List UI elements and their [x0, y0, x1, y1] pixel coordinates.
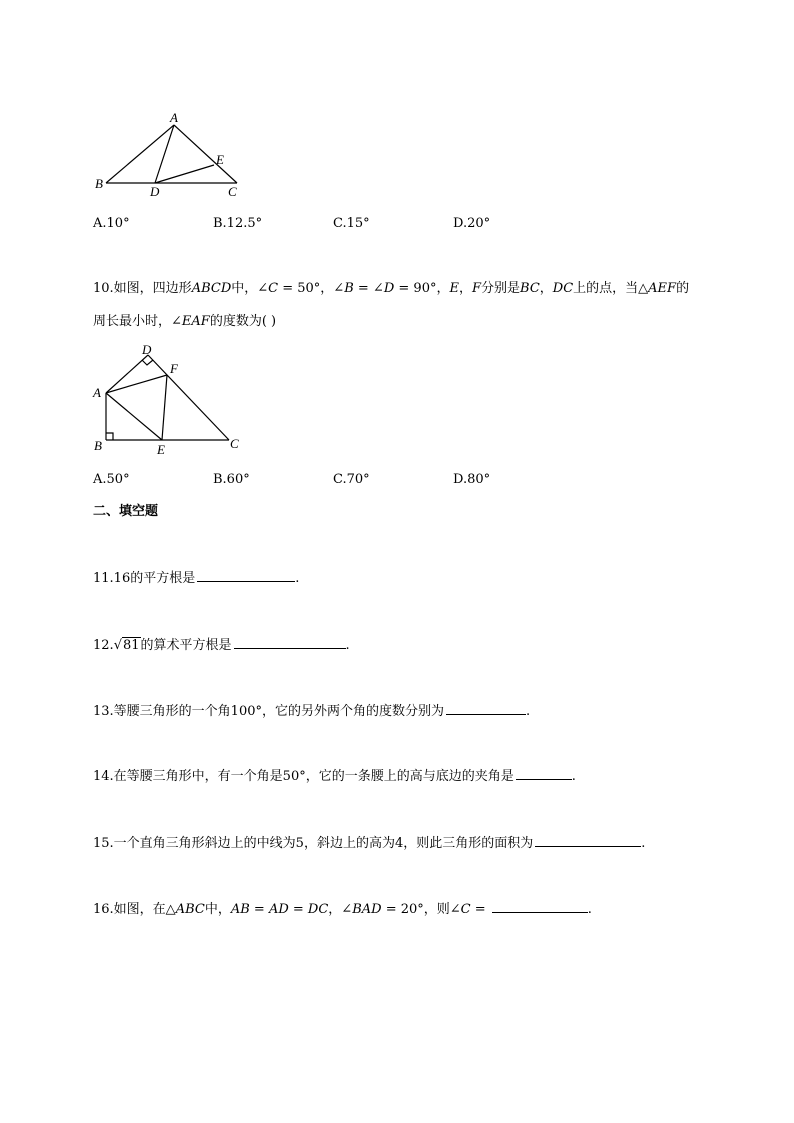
q14-answer-blank[interactable]: [516, 765, 572, 780]
q9-label-E: E: [216, 152, 224, 167]
q9-label-C: C: [228, 184, 237, 199]
q10-line2: 周长最小时，∠EAF的度数为( ): [93, 314, 277, 329]
q13-answer-blank[interactable]: [446, 700, 526, 715]
q9-label-B: B: [95, 176, 103, 191]
q9-segment-DE: [155, 165, 214, 183]
q9-label-A: A: [170, 110, 178, 125]
q15: 15.一个直角三角形斜边上的中线为5，斜边上的高为4，则此三角形的面积为 .: [93, 832, 645, 854]
q9-label-D: D: [150, 184, 160, 199]
q15-answer-blank[interactable]: [535, 832, 641, 847]
q10-label-A: A: [93, 385, 101, 400]
q14: 14.在等腰三角形中，有一个角是50°，它的一条腰上的高与底边的夹角是 .: [93, 765, 576, 787]
q11: 11.16的平方根是 .: [93, 567, 299, 589]
q10-option-c: C.70°: [333, 472, 370, 487]
sqrt-symbol: √81: [113, 638, 140, 653]
q10-label-C: C: [230, 436, 239, 451]
q16-answer-blank[interactable]: [492, 898, 588, 913]
q10-label-F: F: [170, 361, 178, 376]
q10-label-B: B: [94, 438, 102, 453]
q10-option-b: B.60°: [213, 472, 250, 487]
q10-segment-AE: [106, 393, 162, 440]
q9-figure: [90, 110, 250, 200]
q10-right-angle-D: [142, 360, 153, 365]
q12: 12.√81的算术平方根是 .: [93, 634, 350, 656]
q9-option-c: C.15°: [333, 216, 370, 231]
q12-answer-blank[interactable]: [234, 634, 346, 649]
q10-label-D: D: [142, 342, 152, 357]
q9-option-a: A.10°: [93, 216, 130, 231]
q10-option-a: A.50°: [93, 472, 130, 487]
q9-option-b: B.12.5°: [213, 216, 263, 231]
q10-segment-DC: [148, 355, 229, 440]
q9-segment-AB: [106, 125, 174, 183]
q10-label-E: E: [157, 442, 165, 457]
q11-answer-blank[interactable]: [197, 567, 295, 582]
q10-right-angle-B: [106, 433, 113, 440]
q10-option-d: D.80°: [453, 472, 491, 487]
q10-figure: [88, 340, 248, 462]
q16: 16.如图，在△ABC中，AB = AD = DC，∠BAD = 20°，则∠C = .: [93, 898, 592, 920]
q10-line1: 10.如图，四边形ABCD中，∠C = 50°，∠B = ∠D = 90°，E，F分别是BC，DC上的点，当△AEF的: [93, 281, 690, 296]
q9-option-d: D.20°: [453, 216, 491, 231]
section-title-fill-in: 二、填空题: [93, 504, 159, 519]
q13: 13.等腰三角形的一个角100°，它的另外两个角的度数分别为 .: [93, 700, 530, 722]
q10-segment-EF: [162, 375, 167, 440]
